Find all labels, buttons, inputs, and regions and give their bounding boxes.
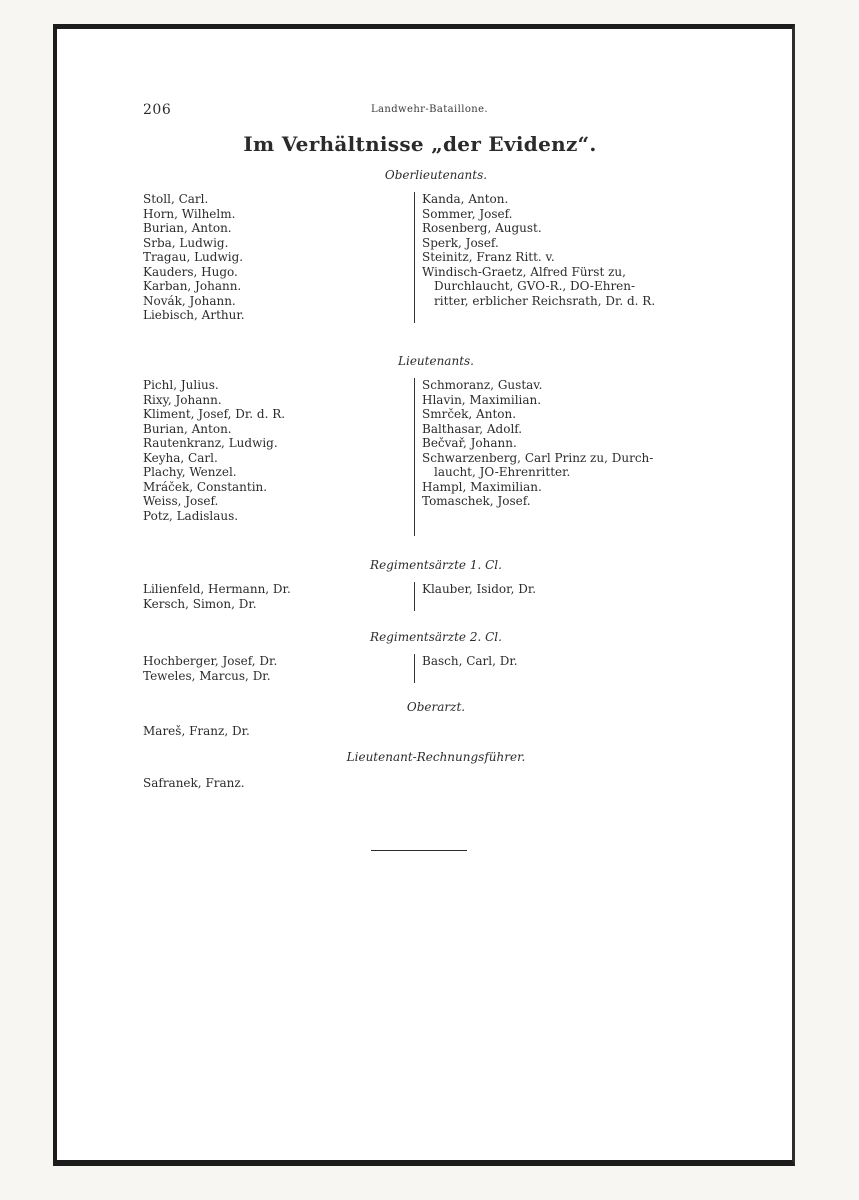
section-rechnungsfuehrer — [143, 748, 703, 791]
section-heading: Oberarzt. — [406, 700, 466, 714]
list-item: Hochberger, Josef, Dr. — [143, 654, 278, 668]
list-item: Rosenberg, August. — [422, 221, 542, 235]
list-item: Hampl, Maximilian. — [422, 479, 542, 494]
list-item: Balthasar, Adolf. — [422, 421, 523, 436]
list-item: Potz, Ladislaus. — [143, 508, 239, 523]
page-number: 206 — [143, 102, 172, 118]
list-item: Kersch, Simon, Dr. — [143, 596, 257, 611]
list-item: Bečvař, Johann. — [422, 436, 517, 450]
left-column — [143, 582, 414, 611]
list-item: Rixy, Johann. — [143, 392, 222, 407]
section-oberlieutenants — [143, 166, 703, 323]
entry-line: Schwarzenberg, Carl Prinz zu, Durch- — [422, 450, 654, 465]
list-item: Keyha, Carl. — [143, 450, 218, 465]
left-column — [143, 654, 414, 683]
list-item: Liebisch, Arthur. — [143, 308, 245, 322]
section-heading: Lieutenant-Rechnungsführer. — [346, 750, 526, 764]
list-item: Sperk, Josef. — [422, 235, 499, 250]
entry-continuation: Durchlaucht, GVO-R., DO-Ehren- — [434, 279, 636, 293]
entry-continuation: ritter, erblicher Reichsrath, Dr. d. R. — [434, 293, 656, 308]
list-item: Safranek, Franz. — [143, 776, 245, 790]
running-head: Landwehr-Bataillone. — [371, 104, 488, 115]
section-heading: Regimentsärzte 2. Cl. — [370, 630, 502, 644]
list-item: Teweles, Marcus, Dr. — [143, 668, 271, 683]
list-item: Plachy, Wenzel. — [143, 465, 237, 479]
list-item: Mráček, Constantin. — [143, 479, 268, 494]
list-item: Kliment, Josef, Dr. d. R. — [143, 407, 286, 421]
list-item: Burian, Anton. — [143, 221, 232, 235]
right-column — [414, 654, 703, 683]
right-column — [414, 582, 703, 611]
list-item: Stoll, Carl. — [143, 192, 209, 206]
right-column — [414, 192, 703, 323]
list-item: Klauber, Isidor, Dr. — [422, 582, 537, 596]
list-item: Burian, Anton. — [143, 421, 232, 436]
section-heading: Oberlieutenants. — [384, 168, 488, 182]
list-item: Smrček, Anton. — [422, 407, 517, 421]
list-item: Karban, Johann. — [143, 279, 242, 293]
list-item: Tragau, Ludwig. — [143, 250, 244, 264]
left-column — [143, 192, 414, 323]
list-item: Lilienfeld, Hermann, Dr. — [143, 582, 291, 596]
closing-rule — [371, 850, 467, 851]
entry-continuation: laucht, JO-Ehrenritter. — [434, 465, 571, 479]
list-item: Weiss, Josef. — [143, 494, 219, 508]
list-item-multiline — [422, 265, 703, 309]
section-oberarzt — [143, 698, 703, 739]
list-item: Schmoranz, Gustav. — [422, 378, 543, 392]
list-item: Mareš, Franz, Dr. — [143, 724, 250, 738]
list-item: Horn, Wilhelm. — [143, 206, 236, 221]
section-regimentsaerzte-2 — [143, 628, 703, 683]
section-heading: Regimentsärzte 1. Cl. — [370, 558, 502, 572]
list-item: Kanda, Anton. — [422, 192, 509, 206]
list-item: Srba, Ludwig. — [143, 235, 229, 250]
list-item-multiline — [422, 451, 703, 480]
list-item: Rautenkranz, Ludwig. — [143, 436, 278, 450]
list-item: Hlavin, Maximilian. — [422, 392, 542, 407]
section-regimentsaerzte-1 — [143, 556, 703, 611]
right-column — [414, 378, 703, 536]
list-item: Tomaschek, Josef. — [422, 494, 531, 508]
list-item: Basch, Carl, Dr. — [422, 654, 518, 668]
page-title: Im Verhältnisse „der Evidenz“. — [243, 132, 597, 156]
list-item: Novák, Johann. — [143, 293, 236, 308]
entry-line: Windisch-Graetz, Alfred Fürst zu, — [422, 264, 626, 279]
section-lieutenants — [143, 352, 703, 536]
list-item: Pichl, Julius. — [143, 378, 219, 392]
left-column — [143, 378, 414, 536]
list-item: Steinitz, Franz Ritt. v. — [422, 250, 555, 264]
list-item: Sommer, Josef. — [422, 206, 513, 221]
list-item: Kauders, Hugo. — [143, 264, 238, 279]
section-heading: Lieutenants. — [398, 354, 474, 368]
